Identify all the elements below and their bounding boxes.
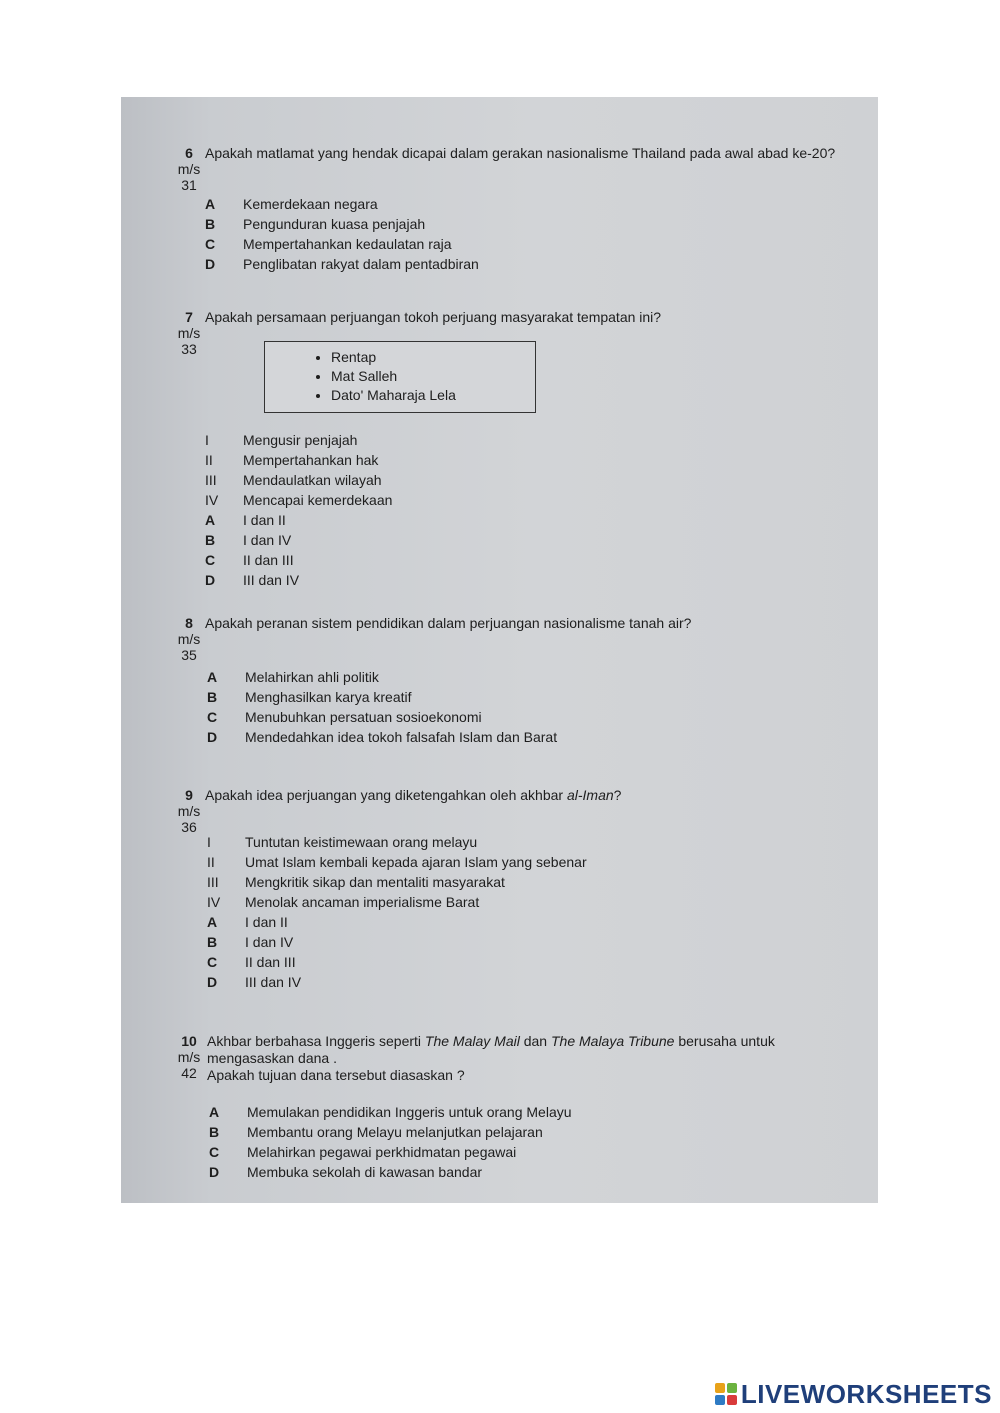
option-c[interactable]: C Melahirkan pegawai perkhidmatan pegawai <box>209 1144 517 1160</box>
box-item: • Rentap <box>331 348 535 367</box>
question-text: Apakah matlamat yang hendak dicapai dalam gerakan nasionalisme Thailand pada awal abad ke-20? <box>205 145 836 161</box>
statement-iv: IV Menolak ancaman imperialisme Barat <box>207 894 480 910</box>
option-b[interactable]: B Menghasilkan karya kreatif <box>207 689 412 705</box>
ms-label: m/s <box>177 1049 201 1065</box>
option-a[interactable]: A Melahirkan ahli politik <box>207 669 379 685</box>
option-d[interactable]: D III dan IV <box>207 974 302 990</box>
option-d[interactable]: D Penglibatan rakyat dalam pentadbiran <box>205 256 479 272</box>
statement-ii: II Umat Islam kembali kepada ajaran Islam yang sebenar <box>207 854 587 870</box>
page-reference: 31 <box>181 177 197 193</box>
option-c[interactable]: C II dan III <box>205 552 294 568</box>
option-b[interactable]: B I dan IV <box>207 934 294 950</box>
option-b[interactable]: B Pengunduran kuasa penjajah <box>205 216 426 232</box>
question-text: Akhbar berbahasa Inggeris seperti The Malay Mail dan The Malaya Tribune berusaha untuk mengasaskan dana . Apakah tujuan dana tersebut diasaskan ? <box>207 1033 775 1083</box>
logo-square <box>727 1383 737 1393</box>
logo-square <box>715 1395 725 1405</box>
question-text: Apakah persamaan perjuangan tokoh perjuang masyarakat tempatan ini? <box>205 309 662 325</box>
box-item: • Dato' Maharaja Lela <box>331 386 535 405</box>
logo-square <box>715 1383 725 1393</box>
statement-iv: IV Mencapai kemerdekaan <box>205 492 393 508</box>
ms-label: m/s <box>177 325 201 341</box>
option-d[interactable]: D Membuka sekolah di kawasan bandar <box>209 1164 483 1180</box>
question-number: 7 <box>185 309 193 325</box>
option-c[interactable]: C Mempertahankan kedaulatan raja <box>205 236 452 252</box>
option-a[interactable]: A I dan II <box>207 914 288 930</box>
worksheet-photo <box>121 97 878 1203</box>
question-number: 10 <box>181 1033 197 1049</box>
option-d[interactable]: D III dan IV <box>205 572 300 588</box>
question-subtext: Apakah tujuan dana tersebut diasaskan ? <box>207 1067 465 1083</box>
option-a[interactable]: A I dan II <box>205 512 286 528</box>
ms-label: m/s <box>177 161 201 177</box>
page-reference: 36 <box>181 819 197 835</box>
option-c[interactable]: C Menubuhkan persatuan sosioekonomi <box>207 709 482 725</box>
page-reference: 35 <box>181 647 197 663</box>
option-a[interactable]: A Kemerdekaan negara <box>205 196 378 212</box>
liveworksheets-logo-icon <box>715 1383 737 1405</box>
liveworksheets-wordmark: LIVEWORKSHEETS <box>740 1378 992 1409</box>
page-reference: 42 <box>181 1065 197 1081</box>
logo-square <box>727 1395 737 1405</box>
statement-iii: III Mengkritik sikap dan mentaliti masyarakat <box>207 874 505 890</box>
statement-i: I Tuntutan keistimewaan orang melayu <box>207 834 478 850</box>
option-d[interactable]: D Mendedahkan idea tokoh falsafah Islam dan Barat <box>207 729 558 745</box>
option-c[interactable]: C II dan III <box>207 954 296 970</box>
question-number: 6 <box>185 145 193 161</box>
option-a[interactable]: A Memulakan pendidikan Inggeris untuk orang Melayu <box>209 1104 572 1120</box>
ms-label: m/s <box>177 803 201 819</box>
figures-box <box>264 341 536 413</box>
ms-label: m/s <box>177 631 201 647</box>
statement-ii: II Mempertahankan hak <box>205 452 379 468</box>
question-number: 9 <box>185 787 193 803</box>
question-text: Apakah peranan sistem pendidikan dalam perjuangan nasionalisme tanah air? <box>205 615 692 631</box>
box-item: • Mat Salleh <box>331 367 535 386</box>
page-reference: 33 <box>181 341 197 357</box>
statement-i: I Mengusir penjajah <box>205 432 358 448</box>
question-text: Apakah idea perjuangan yang diketengahkan oleh akhbar al-Iman? <box>205 787 622 803</box>
option-b[interactable]: B I dan IV <box>205 532 292 548</box>
liveworksheets-logo <box>715 1380 992 1408</box>
statement-iii: III Mendaulatkan wilayah <box>205 472 382 488</box>
option-b[interactable]: B Membantu orang Melayu melanjutkan pelajaran <box>209 1124 543 1140</box>
question-number: 8 <box>185 615 193 631</box>
